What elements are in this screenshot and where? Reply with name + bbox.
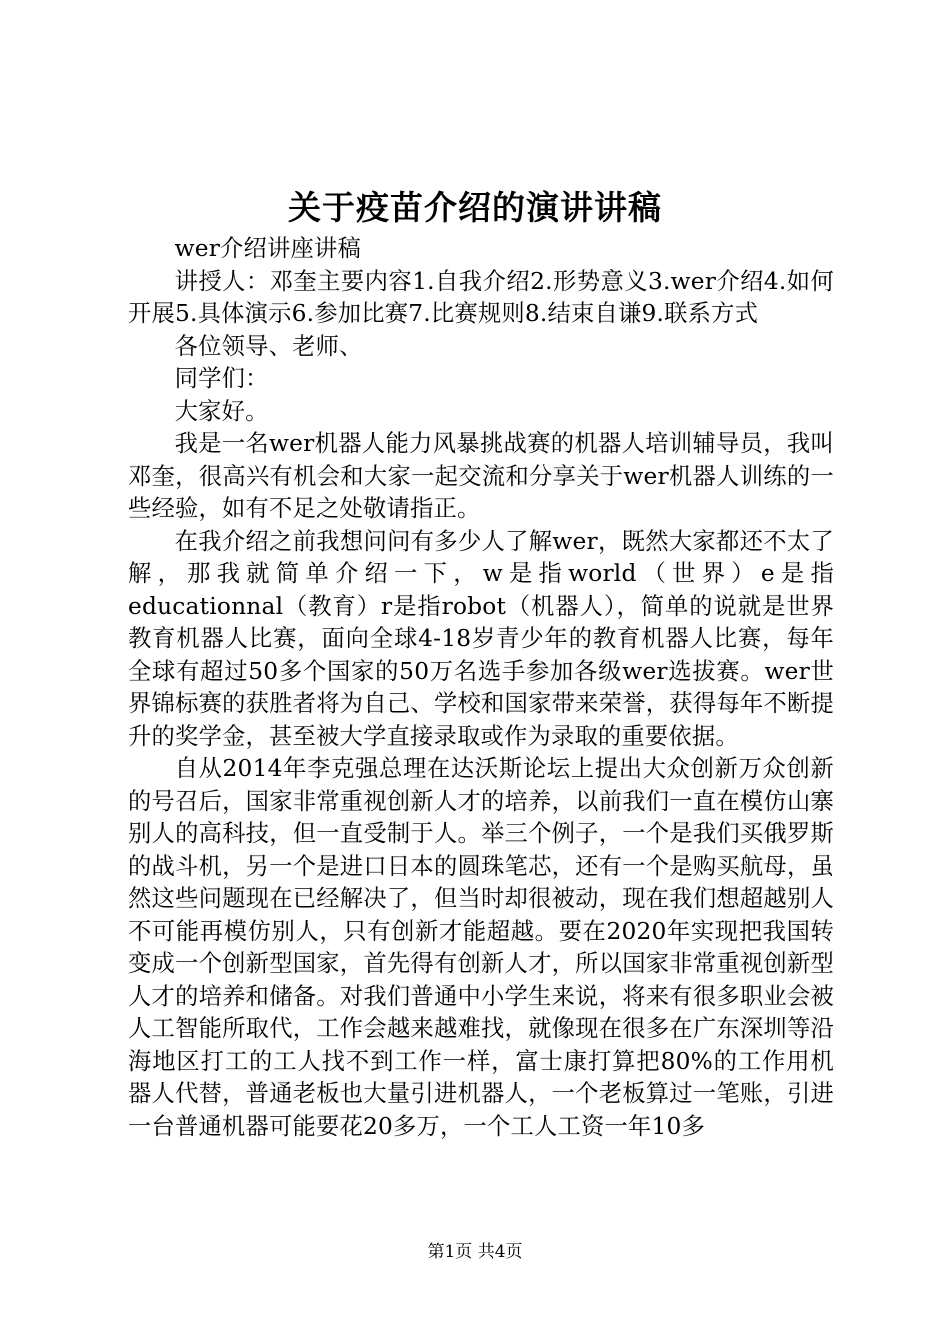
document-body (128, 233, 834, 1143)
paragraph-outline: 讲授人：邓奎主要内容1.自我介绍2.形势意义3.wer介绍4.如何开展5.具体演示6.参加比赛7.比赛规则8.结束自谦9.联系方式 (128, 267, 834, 327)
page-number: 第1页 共4页 (427, 1242, 523, 1262)
document-title: 关于疫苗介绍的演讲讲稿 (288, 188, 662, 227)
paragraph-self-intro: 我是一名wer机器人能力风暴挑战赛的机器人培训辅导员，我叫邓奎，很高兴有机会和大家一起交流和分享关于wer机器人训练的一些经验，如有不足之处敬请指正。 (128, 430, 834, 522)
paragraph-subtitle: wer介绍讲座讲稿 (174, 235, 362, 262)
paragraph-significance: 自从2014年李克强总理在达沃斯论坛上提出大众创新万众创新的号召后，国家非常重视创新人才的培养，以前我们一直在模仿山寨别人的高科技，但一直受制于人。举三个例子，一个是我们买俄罗斯的战斗机，另一个是进口日本的圆珠笔芯，还有一个是购买航母，虽然这些问题现在已经解决了，但当时却很被动，现在我们想超越别人不可能再模仿别人，只有创新才能超越。要在2020年实现把我国转变成一个创新型国家，首先得有创新人才，所以国家非常重视创新型人才的培养和储备。对我们普通中小学生来说，将来有很多职业会被人工智能所取代，工作会越来越难找，就像现在很多在广东深圳等沿海地区打工的工人找不到工作一样，富士康打算把80%的工作用机器人代替，普通老板也大量引进机器人，一个老板算过一笔账，引进一台普通机器可能要花20多万，一个工人工资一年10多 (128, 755, 834, 1140)
paragraph-salutation-2: 同学们： (174, 365, 269, 392)
paragraph-wer-intro: 在我介绍之前我想问问有多少人了解wer，既然大家都还不太了解，那我就简单介绍一下，w是指world（世界）e是指educationnal（教育）r是指robot（机器人），简单的说就是世界教育机器人比赛，面向全球4-18岁青少年的教育机器人比赛，每年全球有超过50多个国家的50万名选手参加各级wer选拔赛。wer世界锦标赛的获胜者将为自己、学校和国家带来荣誉，获得每年不断提升的奖学金，甚至被大学直接录取或作为录取的重要依据。 (128, 527, 834, 750)
paragraph-greeting: 大家好。 (174, 397, 269, 425)
paragraph-salutation-1: 各位领导、老师、 (174, 332, 363, 360)
